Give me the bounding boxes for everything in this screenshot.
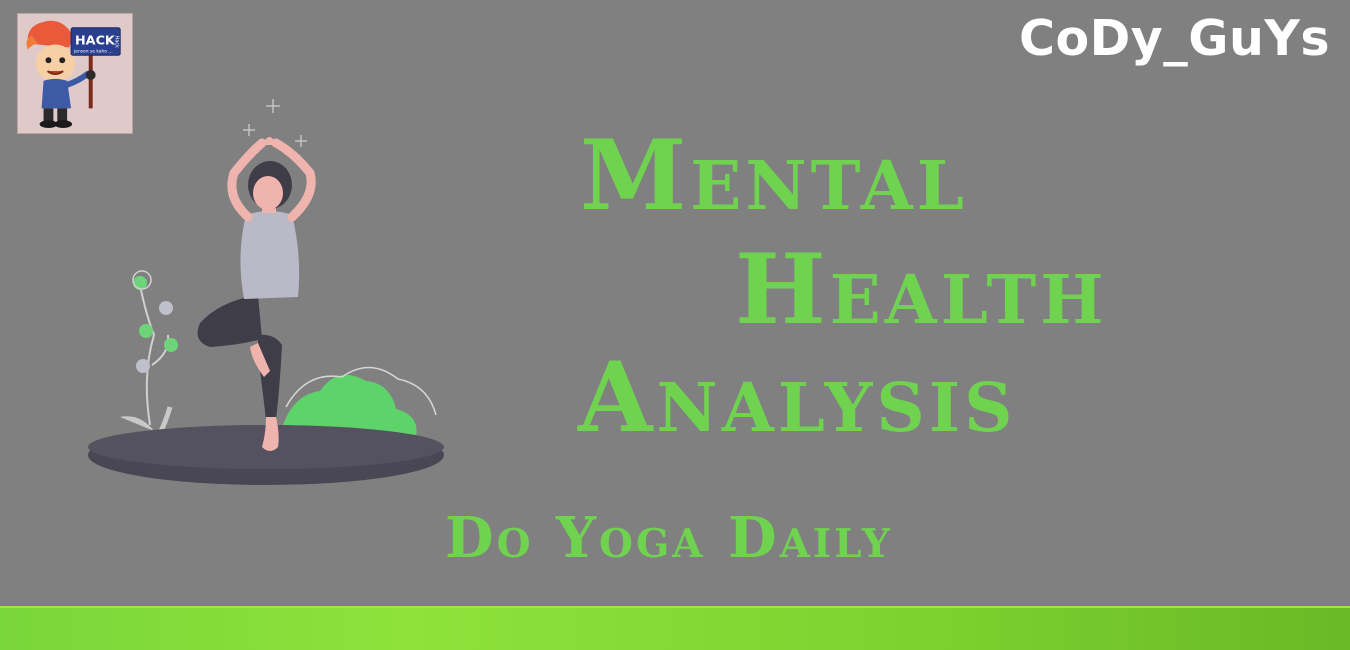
- title-line-mental: Mental: [580, 119, 968, 232]
- bottom-accent-bar: [0, 606, 1350, 650]
- svg-text:HACK: HACK: [75, 33, 115, 49]
- title-line-health: Health: [735, 233, 1108, 346]
- svg-text:Hack: Hack: [113, 35, 120, 48]
- yoga-woman-illustration: [80, 95, 450, 495]
- svg-text:jenson se kaho ...: jenson se kaho ...: [74, 49, 113, 55]
- brand-name: CoDy_GuYs: [1019, 10, 1330, 67]
- plant-icon: [120, 271, 178, 433]
- title-line-analysis: Analysis: [578, 341, 1017, 454]
- subtitle-tagline: Do Yoga Daily: [445, 505, 893, 571]
